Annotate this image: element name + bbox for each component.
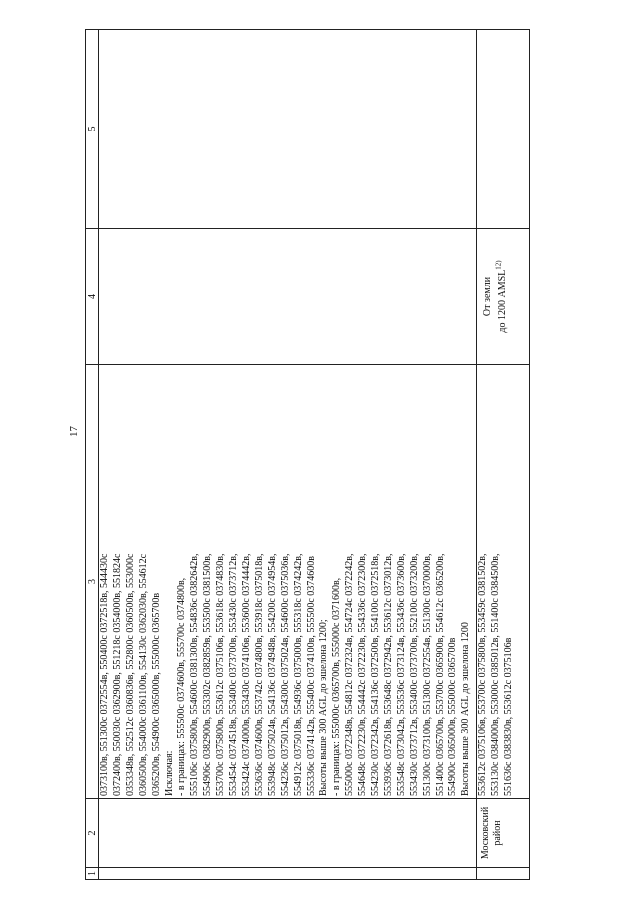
cell-b-3 — [477, 365, 530, 799]
coordinates-line: 553548с 0373042в, 553536с 0373124в, 553436с 0373600в, — [395, 553, 407, 796]
district-line-2: район — [492, 820, 503, 846]
coordinates-line: 0365200в, 554900с 0365000в, 555000с 0365700в — [150, 592, 162, 796]
coordinates-line: 555106с 0375800в, 554600с 0381300в, 554836с 0382642в, — [189, 553, 201, 796]
coordinates-line: 551400с 0365700в, 553700с 0365900в, 554612с 0365200в, — [434, 553, 446, 796]
table-row-continuation — [99, 30, 477, 880]
cell-b-5 — [477, 30, 530, 229]
coordinates-line: 553948с 0375024в, 554136с 0374948в, 554200с 0374954в, — [266, 553, 278, 796]
table-row-moscow-district — [477, 30, 530, 880]
header-col-5: 5 — [86, 30, 99, 229]
cell-a-2 — [99, 799, 477, 868]
coordinates-line: 553454с 0374518в, 553400с 0373700в, 553430с 0373712в, — [228, 553, 240, 796]
district-coordinates-line: 551636с 0383830в, 553612с 0375106в — [502, 637, 514, 796]
header-col-1: 1 — [86, 868, 99, 880]
coordinates-line: 554230с 0372342в, 554136с 0372500в, 554100с 0372518в, — [370, 553, 382, 796]
coordinates-line: 554648с 0372230в, 554442с 0372230в, 554336с 0372300в, — [357, 553, 369, 796]
coordinates-line: 0353348в, 552512с 0360836в, 552800с 0360500в, 553000с — [124, 553, 136, 796]
coordinates-line: 0373100в, 551300с 0372554в, 550400с 0372518в, 544430с — [99, 553, 110, 796]
header-row — [86, 30, 99, 880]
page-number: 17 — [68, 426, 80, 437]
altitude-line-2-text: до 1200 AMSL — [497, 269, 508, 333]
cell-b-2 — [477, 799, 530, 868]
header-col-3: 3 — [86, 365, 99, 799]
coordinates-line: 555336с 0374142в, 555400с 0374100в, 555500с 0374600в — [305, 556, 317, 796]
header-col-2: 2 — [86, 799, 99, 868]
coordinates-line: - в границах: 555500с 0374600в, 555700с 0374800в, — [176, 577, 188, 796]
altitude-line-1: От земли — [482, 276, 493, 317]
district-line-1: Московский — [480, 806, 491, 860]
coordinates-line: 0360500в, 554000с 0361100в, 554130с 0362030в, 554612с — [137, 553, 149, 796]
coordinates-line: 554236с 0375012в, 554300с 0375024в, 554600с 0375036в, — [279, 553, 291, 796]
coordinates-line: Исключая: — [163, 750, 175, 796]
coordinates-line: Высоты выше 300 AGL до эшелона 1200 — [460, 622, 472, 796]
coordinates-line: 554900с 0365000в, 555000с 0365700в — [447, 637, 459, 796]
district-coordinates-line: 553130с 0384000в, 553000с 0385012в, 551400с 0384500в, — [489, 553, 501, 796]
coordinates-line: - в границах: 555000с 0365700в, 555000с 0371600в, — [331, 577, 343, 796]
district-name — [477, 799, 504, 867]
district-coordinates-line: 553612с 0375106в, 553700с 0375800в, 553459с 0381502в, — [477, 553, 488, 796]
coordinates-line: 553424с 0374000в, 553430с 0374106в, 553600с 0374442в, — [240, 553, 252, 796]
coordinates-line: 553636с 0374600в, 553742с 0374800в, 553918с 0375018в, — [253, 553, 265, 796]
coordinates-line: 554912с 0375018в, 554936с 0375000в, 555318с 0374242в, — [292, 553, 304, 796]
coordinates-line: 553430с 0373712в, 553400с 0373700в, 552100с 0373200в, — [408, 553, 420, 796]
cell-a-5 — [99, 30, 477, 229]
cell-b-1 — [477, 868, 530, 880]
coordinates-line: 553936с 0372618в, 553648с 0372942в, 553612с 0373012в, — [382, 553, 394, 796]
cell-a-1 — [99, 868, 477, 880]
header-col-4: 4 — [86, 229, 99, 365]
coordinates-line: Высоты выше 300 AGL до эшелона 1200; — [318, 619, 330, 796]
cell-b-4 — [477, 229, 530, 365]
rotated-table-wrapper — [85, 35, 530, 880]
district-coordinates-block — [477, 365, 516, 798]
altitude-line-2 — [495, 229, 510, 364]
coordinates-line: 0372400в, 550030с 0362900в, 551218с 0354000в, 551824с — [111, 553, 123, 796]
airspace-table — [85, 29, 530, 880]
altitude-range — [477, 229, 510, 364]
footnote-marker: 12) — [494, 260, 503, 270]
coordinates-line: 555000с 0372348в, 554812с 0372324в, 554724с 0372242в, — [344, 553, 356, 796]
cell-a-4 — [99, 229, 477, 365]
coordinates-line: 553700с 0375800в, 553612с 0375106в, 553618с 0374830в, — [215, 553, 227, 796]
coordinates-line: 554906с 0382900в, 553302с 0382859в, 553500с 0381500в, — [202, 553, 214, 796]
coordinates-line: 551300с 0373100в, 551300с 0372554в, 551300с 0370000в, — [421, 553, 433, 796]
coordinates-block — [99, 365, 473, 798]
cell-a-3 — [99, 365, 477, 799]
